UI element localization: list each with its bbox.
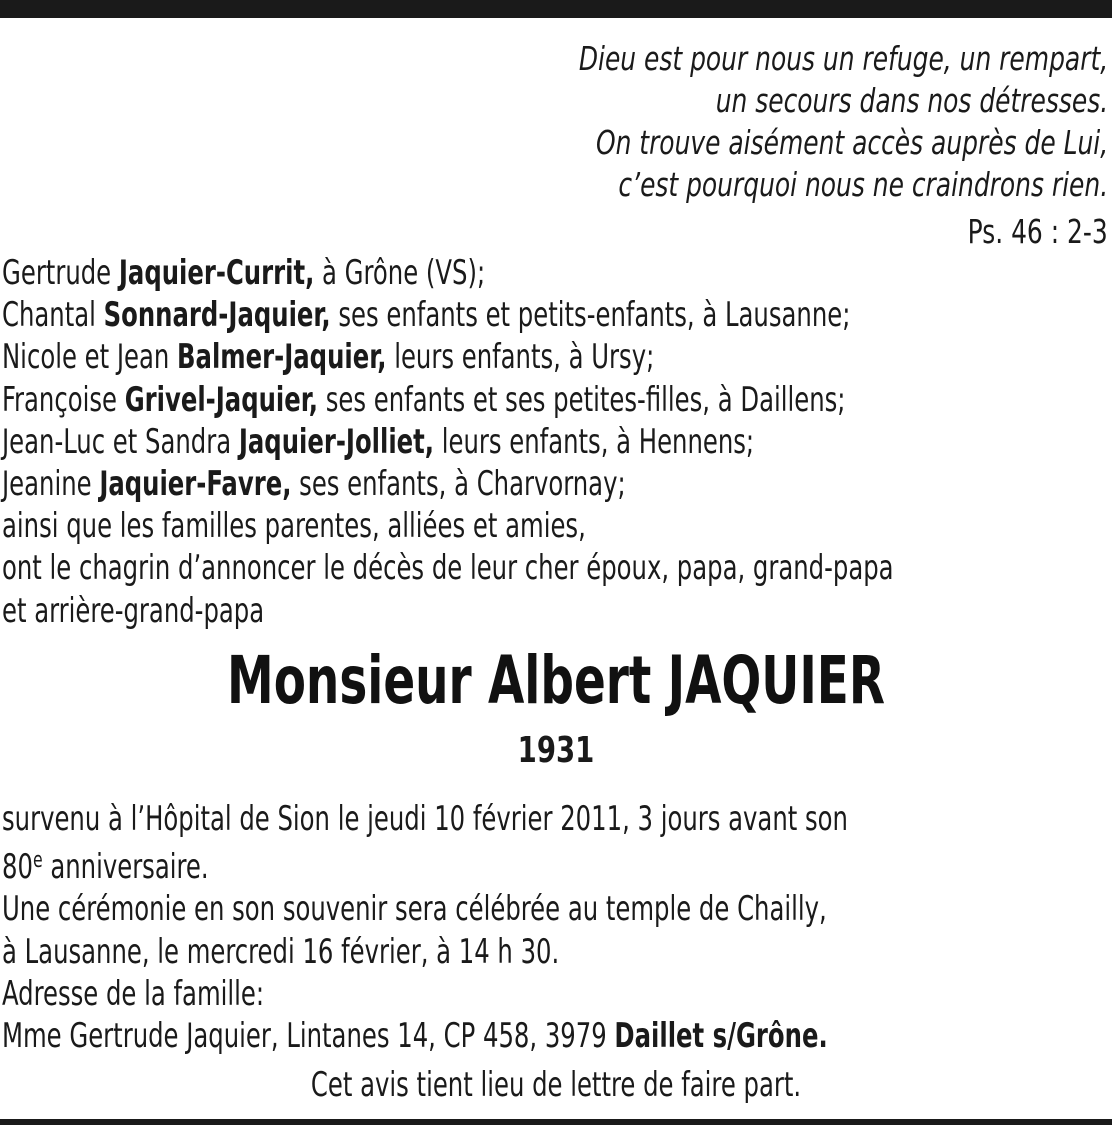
announcement-line: et arrière-grand-papa [2, 590, 265, 631]
address-heading: Adresse de la famille: [2, 973, 265, 1014]
family-surname: Jaquier-Favre, [99, 464, 292, 505]
family-list [2, 252, 894, 632]
family-first-names: Chantal [2, 295, 104, 336]
bottom-rule [0, 1119, 1112, 1125]
family-surname: Jaquier-Jolliet, [238, 421, 435, 462]
birth-year: 1931 [517, 730, 595, 771]
verse-line: c’est pourquoi nous ne craindrons rien. [618, 165, 1108, 204]
details-line [2, 840, 848, 888]
psalm-verse [579, 38, 1108, 206]
announcement-line: ainsi que les familles parentes, alliées et amies, [2, 506, 586, 547]
details-line: à Lausanne, le mercredi 16 février, à 14 h 30. [2, 931, 560, 972]
family-line [2, 379, 894, 421]
verse-line: On trouve aisément accès auprès de Lui, [595, 123, 1108, 162]
family-address [2, 1015, 848, 1057]
family-line [2, 421, 894, 463]
top-rule [0, 0, 1112, 18]
family-location: ses enfants et ses petites-filles, à Daillens; [318, 379, 846, 420]
ordinal-suffix: e [32, 848, 43, 874]
family-surname: Sonnard-Jaquier, [103, 295, 331, 336]
address-street: Mme Gertrude Jaquier, Lintanes 14, CP 458, 3979 [2, 1016, 615, 1057]
family-location: leurs enfants, à Ursy; [386, 337, 655, 378]
closing-note: Cet avis tient lieu de lettre de faire part. [310, 1065, 802, 1105]
family-location: leurs enfants, à Hennens; [434, 421, 755, 462]
address-town: Daillet s/Grône. [614, 1016, 828, 1057]
family-first-names: Nicole et Jean [2, 337, 178, 378]
family-line [2, 294, 894, 336]
family-location: à Grône (VS); [314, 253, 486, 293]
family-location: ses enfants, à Charvornay; [291, 464, 626, 505]
ceremony-details [2, 798, 848, 1057]
family-first-names: Jeanine [2, 464, 100, 505]
psalm-reference: Ps. 46 : 2-3 [967, 212, 1108, 251]
family-location: ses enfants et petits-enfants, à Lausanne; [330, 295, 851, 336]
anniversary-number: 80 [2, 847, 33, 888]
family-surname: Grivel-Jaquier, [124, 379, 319, 420]
verse-line: un secours dans nos détresses. [715, 81, 1108, 120]
family-first-names: Jean-Luc et Sandra [2, 421, 239, 462]
details-line: Une cérémonie en son souvenir sera célébrée au temple de Chailly, [2, 889, 827, 930]
family-surname: Balmer-Jaquier, [177, 337, 387, 378]
deceased-name: Monsieur Albert JAQUIER [227, 642, 885, 719]
family-line [2, 336, 894, 378]
family-surname: Jaquier-Currit, [118, 253, 315, 293]
announcement-line: ont le chagrin d’annoncer le décès de leur cher époux, papa, grand-papa [2, 548, 894, 589]
family-first-names: Gertrude [2, 253, 119, 293]
family-line [2, 463, 894, 505]
verse-line: Dieu est pour nous un refuge, un rempart, [578, 39, 1108, 78]
details-line: survenu à l’Hôpital de Sion le jeudi 10 février 2011, 3 jours avant son [2, 799, 848, 839]
family-line [2, 252, 894, 294]
anniversary-text: anniversaire. [42, 847, 209, 888]
family-first-names: Françoise [2, 379, 125, 420]
